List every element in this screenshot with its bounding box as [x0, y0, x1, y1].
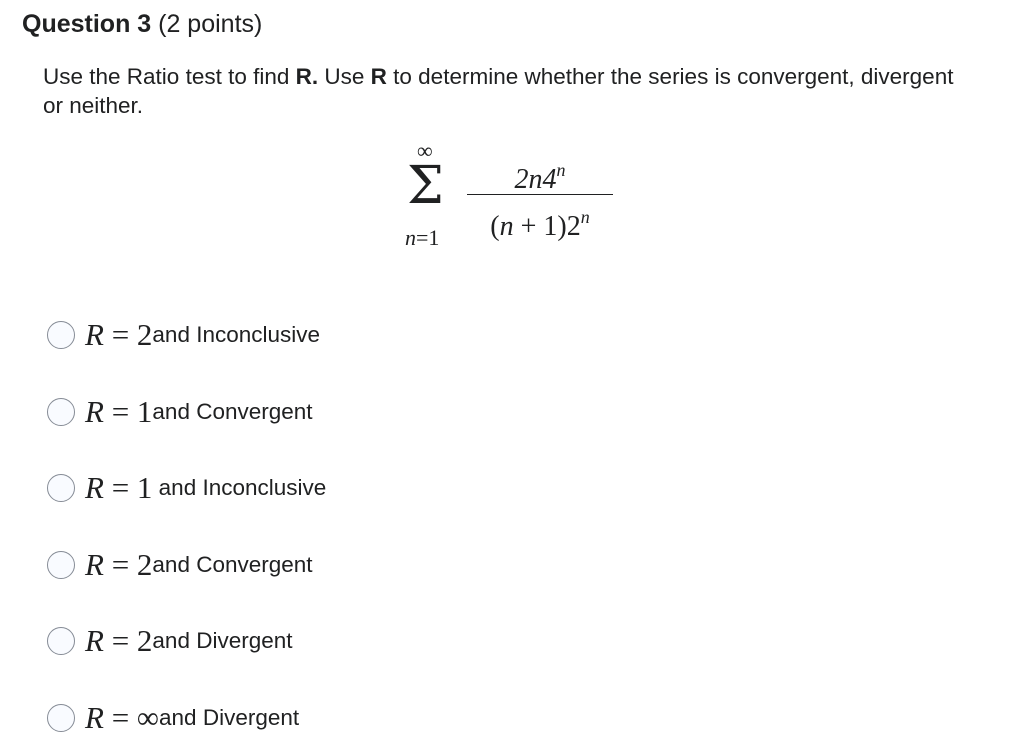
- radio-button[interactable]: [47, 627, 75, 655]
- denominator-var: n: [500, 211, 514, 242]
- prompt-bold-2: R: [371, 64, 387, 89]
- denominator-rest: + 1)2: [514, 211, 581, 242]
- answer-option-5[interactable]: [47, 603, 647, 680]
- option-variable: R: [85, 623, 104, 658]
- fraction-numerator: [467, 150, 613, 190]
- radio-button[interactable]: [47, 398, 75, 426]
- sigma-upper-limit: ∞: [417, 140, 433, 162]
- fraction-denominator: [467, 197, 613, 237]
- option-label: and Convergent: [152, 552, 312, 578]
- option-variable: R: [85, 317, 104, 352]
- option-value: 2: [137, 317, 153, 352]
- question-header: [22, 10, 262, 39]
- radio-button[interactable]: [47, 704, 75, 732]
- option-equals: =: [104, 623, 137, 658]
- lower-limit-value: 1: [428, 225, 439, 250]
- option-math: [85, 700, 159, 736]
- option-math: [85, 394, 152, 430]
- option-equals: =: [104, 317, 137, 352]
- answer-option-4[interactable]: [47, 527, 647, 604]
- option-math: [85, 623, 152, 659]
- sigma-lower-limit: [405, 226, 439, 250]
- denominator-exponent: n: [581, 207, 590, 227]
- option-variable: R: [85, 700, 104, 735]
- lower-limit-var: n: [405, 225, 416, 250]
- answer-options: [47, 297, 647, 756]
- prompt-bold-1: R.: [296, 64, 319, 89]
- prompt-text-3: to determine whether the series is convergent, divergent or neither.: [43, 64, 953, 118]
- prompt-text-2: Use: [318, 64, 371, 89]
- option-math: [85, 547, 152, 583]
- denominator-open: (: [490, 211, 499, 242]
- option-equals: =: [104, 470, 137, 505]
- lower-limit-eq: =: [416, 225, 428, 250]
- question-points: (2 points): [151, 10, 262, 38]
- numerator-base: 2n4: [515, 164, 557, 195]
- option-value: 2: [137, 547, 153, 582]
- option-math: [85, 317, 152, 353]
- option-equals: =: [104, 394, 137, 429]
- numerator-exponent: n: [557, 160, 566, 180]
- answer-option-3[interactable]: [47, 450, 647, 527]
- option-label: and Divergent: [159, 705, 299, 731]
- question-title: Question 3: [22, 10, 151, 38]
- option-value: 1: [137, 394, 153, 429]
- option-value: 1: [137, 470, 153, 505]
- option-math: [85, 470, 152, 506]
- option-label: and Inconclusive: [152, 475, 326, 501]
- option-variable: R: [85, 547, 104, 582]
- radio-button[interactable]: [47, 551, 75, 579]
- series-formula: [395, 140, 635, 260]
- sigma-symbol: Σ: [407, 156, 444, 216]
- option-label: and Divergent: [152, 628, 292, 654]
- option-value: 2: [137, 623, 153, 658]
- option-variable: R: [85, 470, 104, 505]
- option-label: and Inconclusive: [152, 322, 320, 348]
- series-term-fraction: [467, 150, 613, 237]
- question-prompt: [43, 62, 973, 120]
- option-equals: =: [104, 547, 137, 582]
- option-variable: R: [85, 394, 104, 429]
- answer-option-1[interactable]: [47, 297, 647, 374]
- radio-button[interactable]: [47, 474, 75, 502]
- radio-button[interactable]: [47, 321, 75, 349]
- option-label: and Convergent: [152, 399, 312, 425]
- answer-option-2[interactable]: [47, 374, 647, 451]
- option-equals: =: [104, 700, 137, 735]
- prompt-text-1: Use the Ratio test to find: [43, 64, 296, 89]
- answer-option-6[interactable]: [47, 680, 647, 756]
- option-value: ∞: [137, 700, 159, 735]
